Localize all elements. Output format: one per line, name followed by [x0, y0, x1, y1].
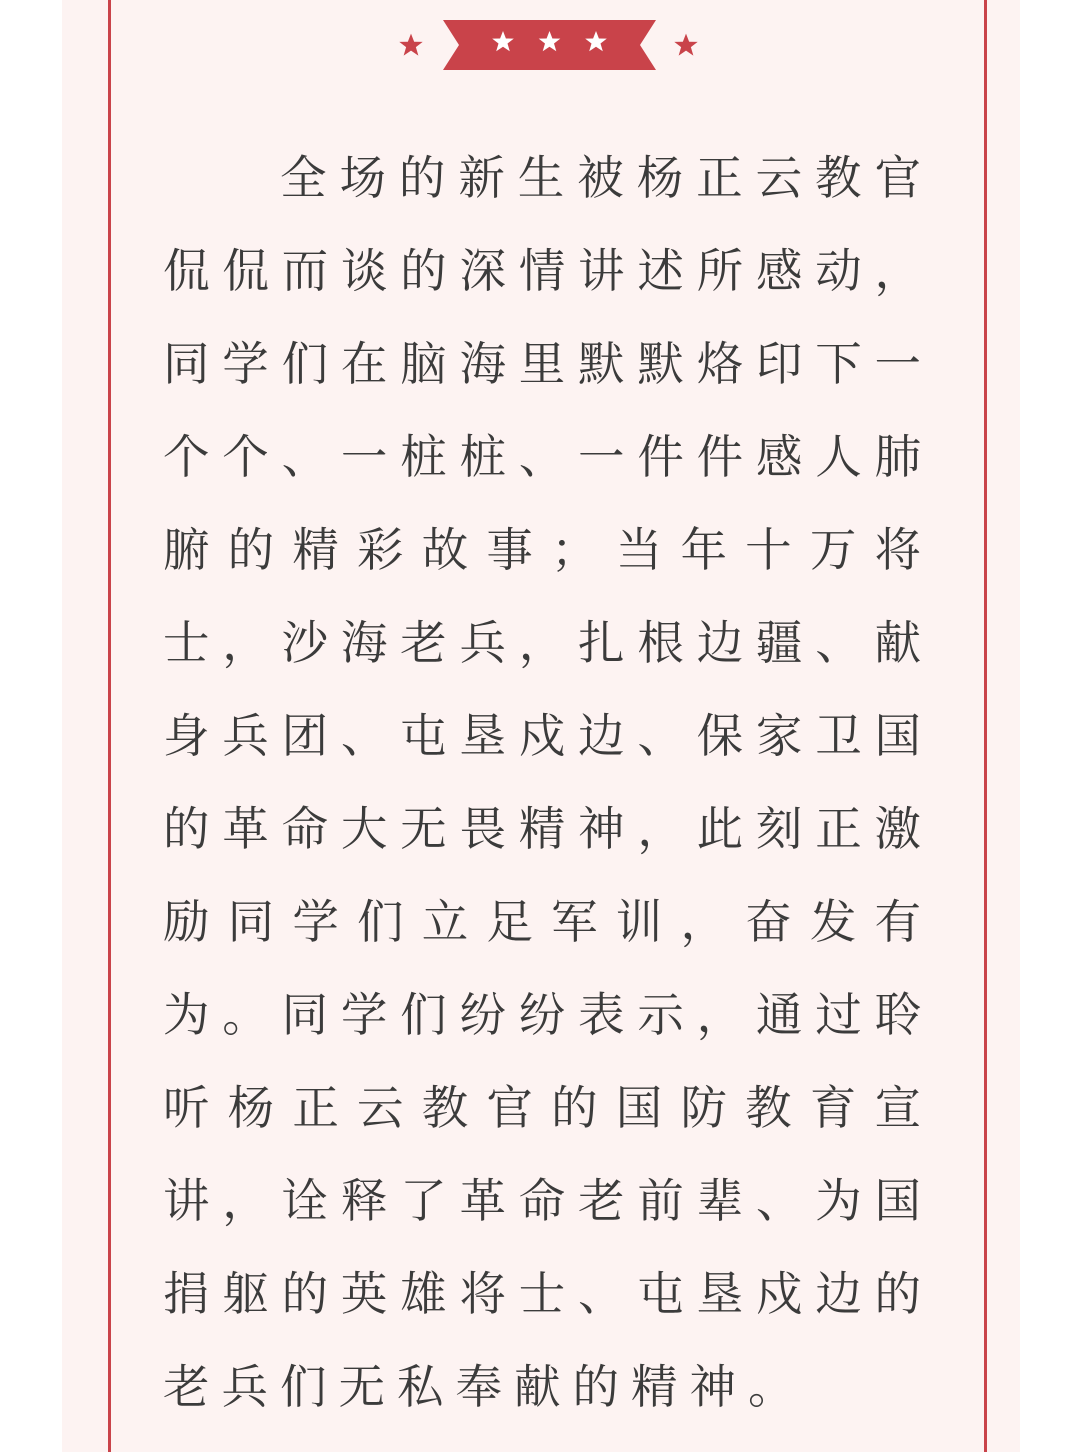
article-line: 侃侃而谈的深情讲述所感动， — [163, 244, 933, 298]
article-line: 士，沙海老兵，扎根边疆、献 — [163, 616, 933, 670]
article-line: 讲，诠释了革命老前辈、为国 — [163, 1174, 933, 1228]
star-icon — [673, 32, 699, 58]
right-border-line — [984, 0, 987, 1452]
article-line: 老兵们无私奉献的精神。 — [163, 1360, 807, 1414]
article-line: 全场的新生被杨正云教官 — [280, 151, 933, 205]
article-body — [163, 132, 933, 1434]
article-line: 的革命大无畏精神，此刻正激 — [163, 802, 933, 856]
article-line: 为。同学们纷纷表示，通过聆 — [163, 988, 933, 1042]
left-border-line — [108, 0, 111, 1452]
article-line: 听杨正云教官的国防教育宣 — [163, 1081, 933, 1135]
three-star-ribbon-icon — [443, 18, 656, 72]
article-line: 励同学们立足军训，奋发有 — [163, 895, 933, 949]
article-line: 腑的精彩故事；当年十万将 — [163, 523, 933, 577]
article-line: 个个、一桩桩、一件件感人肺 — [163, 430, 933, 484]
article-line: 捐躯的英雄将士、屯垦戍边的 — [163, 1267, 933, 1321]
article-line: 身兵团、屯垦戍边、保家卫国 — [163, 709, 933, 763]
article-line: 同学们在脑海里默默烙印下一 — [163, 337, 933, 391]
star-icon — [398, 32, 424, 58]
